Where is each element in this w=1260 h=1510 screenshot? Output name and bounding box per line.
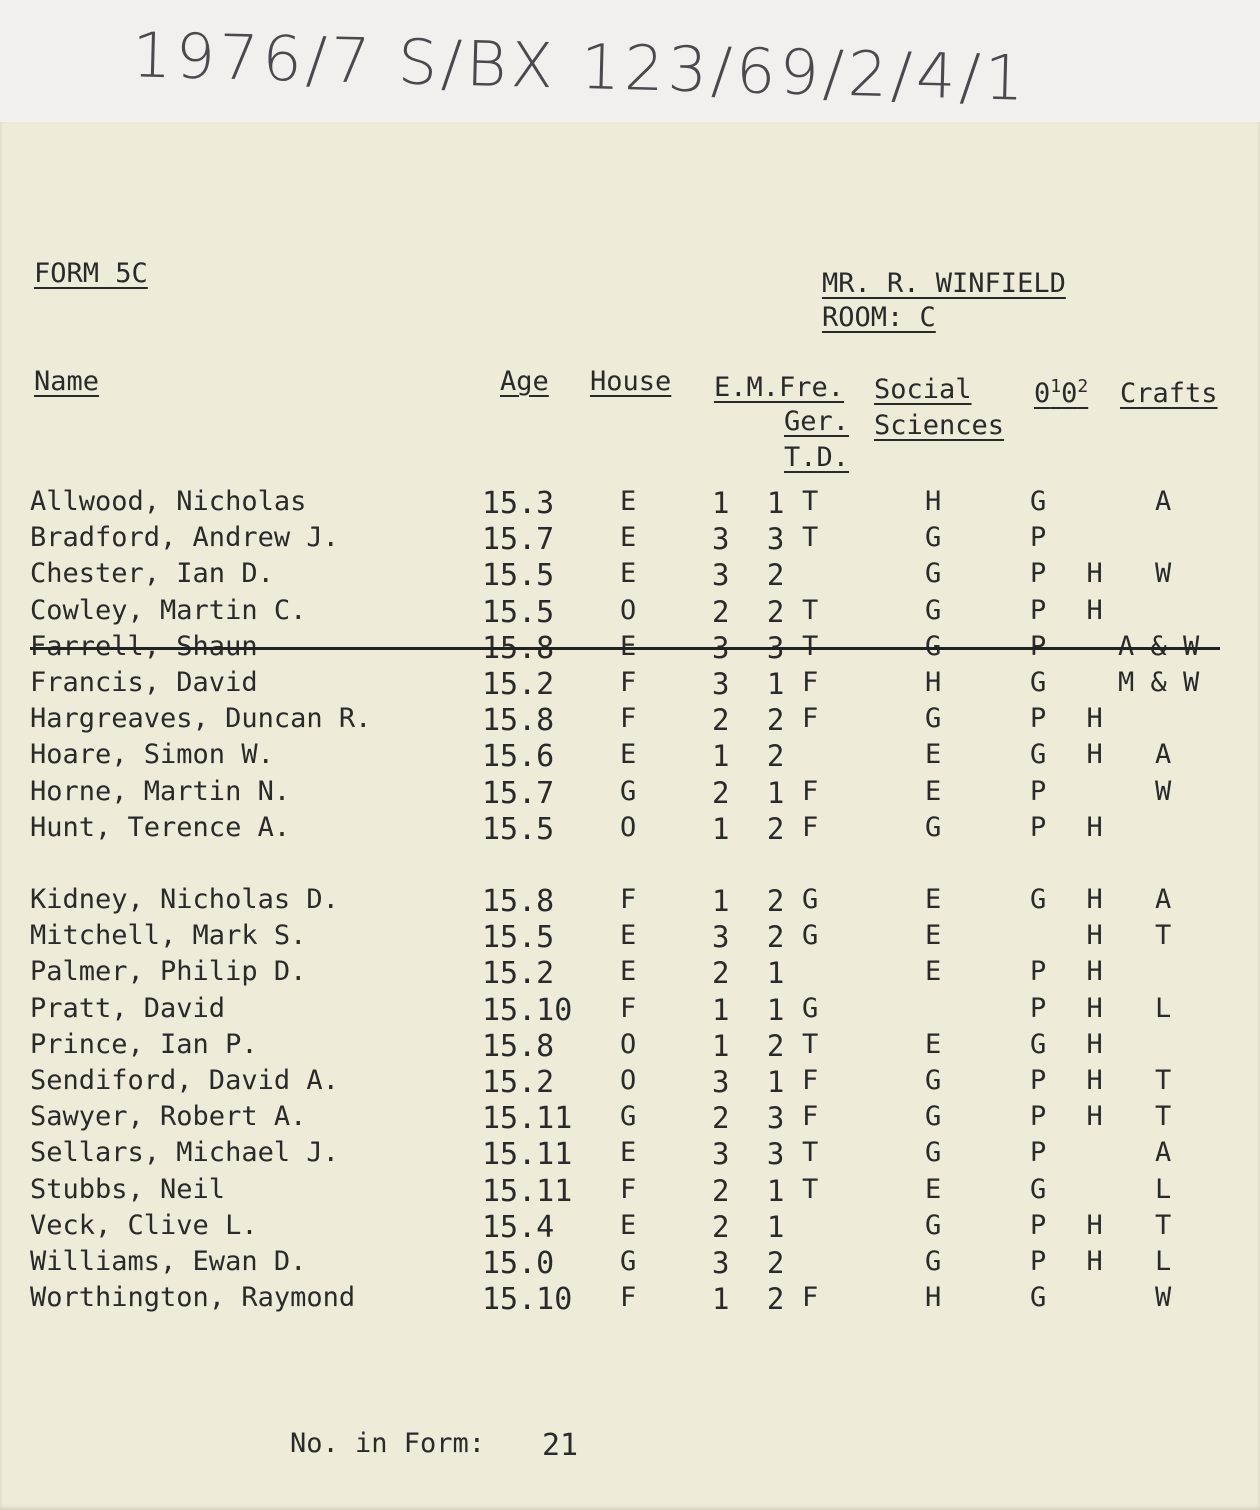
pupil-age: 15.7 xyxy=(482,775,555,811)
pupil-name: Williams, Ewan D. xyxy=(30,1246,307,1277)
pupil-em-grades: 3 3 xyxy=(712,522,795,557)
header-name: Name xyxy=(34,366,100,397)
form-count-value: 21 xyxy=(542,1428,579,1463)
table-row xyxy=(0,522,1260,558)
pupil-age: 15.8 xyxy=(482,1028,555,1064)
pupil-age: 15.2 xyxy=(482,1065,555,1100)
room-label: ROOM: C xyxy=(822,302,936,333)
pupil-age: 15.3 xyxy=(482,486,555,521)
pupil-social-sciences: E xyxy=(925,739,942,771)
pupil-em-grades: 1 2 xyxy=(712,884,795,918)
pupil-name: Mitchell, Mark S. xyxy=(30,920,307,952)
pupil-o-levels: P xyxy=(1030,522,1059,554)
pupil-house: F xyxy=(620,667,637,698)
pupil-em-grades: 2 1 xyxy=(712,1173,795,1208)
table-row xyxy=(0,1029,1260,1065)
pupil-house: F xyxy=(620,1282,637,1314)
pupil-o-levels: G xyxy=(1030,667,1059,698)
pupil-language: G xyxy=(802,920,819,952)
pupil-name: Hunt, Terence A. xyxy=(30,811,291,843)
header-em: E.M.Fre. xyxy=(714,372,845,403)
pupil-o-levels: G H xyxy=(1030,739,1115,771)
pupil-em-grades: 3 1 xyxy=(712,1065,795,1099)
table-row xyxy=(0,558,1260,594)
pupil-house: E xyxy=(620,630,637,662)
pupil-age: 15.5 xyxy=(482,558,555,594)
pupil-social-sciences: E xyxy=(925,956,942,988)
pupil-name: Farrell, Shaun xyxy=(30,630,258,662)
pupil-social-sciences: G xyxy=(925,1101,942,1133)
pupil-house: E xyxy=(620,739,637,771)
pupil-name: Sendiford, David A. xyxy=(30,1065,339,1096)
header-age: Age xyxy=(500,366,549,397)
pupil-em-grades: 1 2 xyxy=(712,1028,795,1063)
pupil-house: F xyxy=(620,884,637,915)
pupil-crafts: L xyxy=(1155,1173,1172,1205)
table-row xyxy=(0,1065,1260,1101)
table-row xyxy=(0,1246,1260,1282)
pupil-language: T xyxy=(802,1137,819,1169)
table-row xyxy=(0,776,1260,812)
pupil-language: F xyxy=(802,667,819,698)
pupil-name: Cowley, Martin C. xyxy=(30,594,307,626)
pupil-language: T xyxy=(802,1173,819,1205)
form-count-label: No. in Form: xyxy=(290,1428,486,1459)
pupil-em-grades: 3 2 xyxy=(712,558,795,593)
table-row xyxy=(0,1174,1260,1210)
pupil-language: T xyxy=(802,1028,819,1060)
table-row xyxy=(0,667,1260,703)
pupil-age: 15.8 xyxy=(482,630,555,666)
pupil-age: 15.5 xyxy=(482,920,555,956)
pupil-em-grades: 2 2 xyxy=(712,703,795,738)
pupil-age: 15.11 xyxy=(482,1101,573,1137)
pupil-house: E xyxy=(620,920,637,952)
pupil-em-grades: 1 2 xyxy=(712,739,795,774)
pupil-age: 15.5 xyxy=(482,811,555,847)
pupil-o-levels: P xyxy=(1030,1137,1059,1169)
pupil-name: Veck, Clive L. xyxy=(30,1209,258,1241)
pupil-o-levels: P H xyxy=(1030,992,1115,1024)
pupil-social-sciences: G xyxy=(925,522,942,554)
header-em-line2: Ger. xyxy=(784,406,850,437)
pupil-crafts: W xyxy=(1155,558,1172,590)
pupil-name: Francis, David xyxy=(30,667,258,698)
pupil-em-grades: 2 2 xyxy=(712,594,795,629)
table-row xyxy=(0,1210,1260,1246)
pupil-name: Allwood, Nicholas xyxy=(30,486,307,517)
pupil-language: G xyxy=(802,992,819,1024)
header-o-levels: $0^10^2$ xyxy=(1034,376,1089,409)
pupil-crafts: M & W xyxy=(1118,667,1200,698)
pupil-name: Horne, Martin N. xyxy=(30,775,291,807)
pupil-name: Prince, Ian P. xyxy=(30,1028,258,1060)
pupil-o-levels: P H xyxy=(1030,594,1115,626)
pupil-language: F xyxy=(802,811,819,843)
pupil-o-levels: P H xyxy=(1030,1209,1115,1241)
header-crafts: Crafts xyxy=(1120,378,1218,409)
pupil-language: G xyxy=(802,884,819,915)
pupil-o-levels: G xyxy=(1030,1282,1059,1314)
pupil-house: E xyxy=(620,486,637,517)
pupil-em-grades: 2 1 xyxy=(712,775,795,810)
pupil-social-sciences: H xyxy=(925,486,942,517)
pupil-o-levels: P H xyxy=(1030,1101,1115,1133)
pupil-crafts: A xyxy=(1155,884,1172,915)
table-row xyxy=(0,631,1260,667)
pupil-house: E xyxy=(620,558,637,590)
table-row xyxy=(0,703,1260,739)
pupil-o-levels: P H xyxy=(1030,558,1115,590)
table-row xyxy=(0,739,1260,775)
pupil-language: F xyxy=(802,1282,819,1314)
table-row xyxy=(0,920,1260,956)
pupil-crafts: W xyxy=(1155,1282,1172,1314)
archive-annotation-strip xyxy=(0,0,1260,122)
pupil-age: 15.11 xyxy=(482,1137,573,1173)
pupil-house: F xyxy=(620,1173,637,1205)
pupil-o-levels: G H xyxy=(1030,1028,1115,1060)
pupil-em-grades: 2 1 xyxy=(712,956,795,991)
pupil-house: G xyxy=(620,1101,637,1133)
pupil-age: 15.10 xyxy=(482,992,573,1028)
pupil-name: Bradford, Andrew J. xyxy=(30,522,339,554)
pupil-age: 15.8 xyxy=(482,703,555,739)
table-row xyxy=(0,993,1260,1029)
header-house: House xyxy=(590,366,672,397)
pupil-o-levels: G xyxy=(1030,1173,1059,1205)
table-row xyxy=(0,1137,1260,1173)
pupil-o-levels: P xyxy=(1030,630,1059,662)
pupil-em-grades: 1 2 xyxy=(712,811,795,846)
table-row xyxy=(0,595,1260,631)
pupil-language: F xyxy=(802,1101,819,1133)
pupil-house: E xyxy=(620,1209,637,1241)
pupil-social-sciences: G xyxy=(925,630,942,662)
pupil-o-levels: G xyxy=(1030,486,1059,517)
table-row xyxy=(0,956,1260,992)
pupil-age: 15.2 xyxy=(482,667,555,702)
pupil-social-sciences: G xyxy=(925,811,942,843)
pupil-house: O xyxy=(620,1028,637,1060)
pupil-name: Stubbs, Neil xyxy=(30,1173,226,1205)
pupil-o-levels: P xyxy=(1030,775,1059,807)
table-row xyxy=(0,486,1260,522)
table-row xyxy=(0,884,1260,920)
pupil-name: Palmer, Philip D. xyxy=(30,956,307,988)
pupil-social-sciences: G xyxy=(925,1209,942,1241)
pupil-em-grades: 2 1 xyxy=(712,1209,795,1244)
pupil-house: E xyxy=(620,956,637,988)
pupil-em-grades: 1 1 xyxy=(712,992,795,1027)
pupil-name: Sawyer, Robert A. xyxy=(30,1101,307,1133)
pupil-em-grades: 3 2 xyxy=(712,920,795,955)
pupil-house: O xyxy=(620,1065,637,1096)
pupil-social-sciences: E xyxy=(925,1028,942,1060)
form-title: FORM 5C xyxy=(34,258,148,289)
pupil-o-levels: P H xyxy=(1030,703,1115,735)
pupil-language: T xyxy=(802,630,819,662)
pupil-em-grades: 2 3 xyxy=(712,1101,795,1136)
header-social: Social xyxy=(874,374,972,405)
pupil-house: E xyxy=(620,522,637,554)
pupil-o-levels: P H xyxy=(1030,1065,1115,1096)
pupil-em-grades: 1 1 xyxy=(712,486,795,520)
pupil-em-grades: 3 1 xyxy=(712,667,795,701)
pupil-o-levels: P H xyxy=(1030,956,1115,988)
pupil-crafts: T xyxy=(1155,1209,1172,1241)
header-em-line3: T.D. xyxy=(784,442,850,473)
pupil-crafts: L xyxy=(1155,992,1172,1024)
pupil-name: Kidney, Nicholas D. xyxy=(30,884,339,915)
pupil-house: G xyxy=(620,775,637,807)
pupil-house: E xyxy=(620,1137,637,1169)
pupil-name: Worthington, Raymond xyxy=(30,1282,356,1314)
pupil-crafts: T xyxy=(1155,1065,1172,1096)
pupil-crafts: W xyxy=(1155,775,1172,807)
pupil-age: 15.0 xyxy=(482,1246,555,1281)
pupil-name: Chester, Ian D. xyxy=(30,558,274,590)
pupil-social-sciences: E xyxy=(925,884,942,915)
pupil-crafts: A & W xyxy=(1118,630,1200,662)
pupil-house: G xyxy=(620,1246,637,1277)
pupil-language: F xyxy=(802,1065,819,1096)
header-social-line2: Sciences xyxy=(874,410,1005,441)
pupil-age: 15.5 xyxy=(482,594,555,630)
pupil-em-grades: 3 3 xyxy=(712,1137,795,1172)
pupil-age: 15.2 xyxy=(482,956,555,992)
pupil-language: F xyxy=(802,703,819,735)
pupil-social-sciences: E xyxy=(925,1173,942,1205)
pupil-house: O xyxy=(620,811,637,843)
pupil-o-levels: G H xyxy=(1030,884,1115,915)
pupil-social-sciences: H xyxy=(925,667,942,698)
pupil-crafts: T xyxy=(1155,920,1172,952)
pupil-crafts: A xyxy=(1155,1137,1172,1169)
pupil-crafts: A xyxy=(1155,739,1172,771)
pupil-house: F xyxy=(620,992,637,1024)
pupil-age: 15.11 xyxy=(482,1173,573,1209)
pupil-house: O xyxy=(620,594,637,626)
pupil-em-grades: 3 2 xyxy=(712,1246,795,1280)
pupil-social-sciences: G xyxy=(925,1137,942,1169)
pupil-social-sciences: G xyxy=(925,558,942,590)
pupil-name: Hargreaves, Duncan R. xyxy=(30,703,372,735)
pupil-language: T xyxy=(802,486,819,517)
pupil-o-levels: P H xyxy=(1030,1246,1115,1277)
pupil-age: 15.10 xyxy=(482,1282,573,1318)
pupil-age: 15.6 xyxy=(482,739,555,775)
pupil-language: F xyxy=(802,775,819,807)
handwritten-reference: 1976/7 S/BX 123/69/2/4/1 xyxy=(131,18,1029,115)
pupil-crafts: A xyxy=(1155,486,1172,517)
pupil-language: T xyxy=(802,522,819,554)
pupil-house: F xyxy=(620,703,637,735)
pupil-social-sciences: G xyxy=(925,1246,942,1277)
pupil-social-sciences: G xyxy=(925,703,942,735)
table-row xyxy=(0,812,1260,848)
typed-sheet xyxy=(0,122,1260,1510)
pupil-em-grades: 3 3 xyxy=(712,630,795,665)
pupil-social-sciences: G xyxy=(925,594,942,626)
pupil-age: 15.4 xyxy=(482,1209,555,1245)
pupil-language: T xyxy=(802,594,819,626)
pupil-crafts: L xyxy=(1155,1246,1172,1277)
teacher-name: MR. R. WINFIELD xyxy=(822,268,1066,299)
pupil-o-levels: H xyxy=(1030,920,1115,952)
pupil-name: Pratt, David xyxy=(30,992,226,1024)
table-row xyxy=(0,1282,1260,1318)
pupil-em-grades: 1 2 xyxy=(712,1282,795,1317)
pupil-crafts: T xyxy=(1155,1101,1172,1133)
pupil-o-levels: P H xyxy=(1030,811,1115,843)
pupil-social-sciences: E xyxy=(925,920,942,952)
pupil-social-sciences: G xyxy=(925,1065,942,1096)
pupil-social-sciences: H xyxy=(925,1282,942,1314)
pupil-age: 15.7 xyxy=(482,522,555,558)
pupil-name: Hoare, Simon W. xyxy=(30,739,274,771)
pupil-age: 15.8 xyxy=(482,884,555,919)
table-row xyxy=(0,1101,1260,1137)
pupil-name: Sellars, Michael J. xyxy=(30,1137,339,1169)
pupil-social-sciences: E xyxy=(925,775,942,807)
